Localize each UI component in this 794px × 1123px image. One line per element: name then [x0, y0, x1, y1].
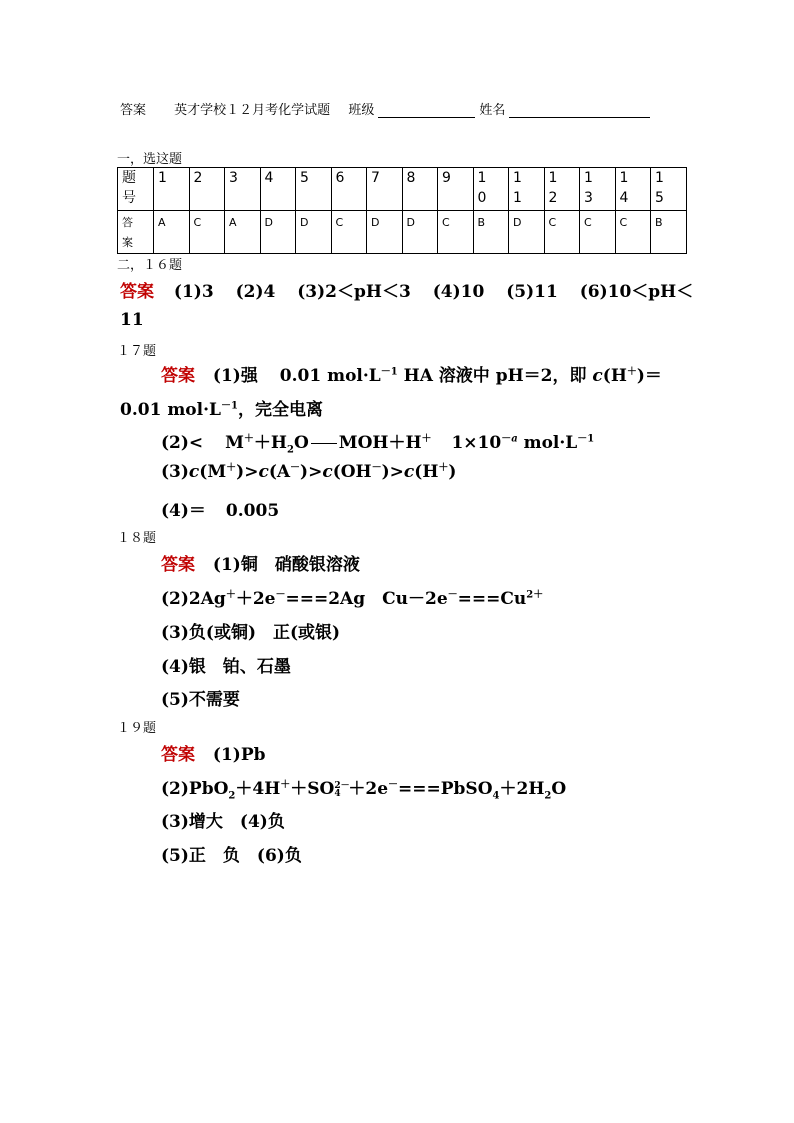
q17-line3: $(2)< M^++H_2O$ MOH＋H＋ $1\times 10^{-a}$ $mol\cdot L^{-1}$ — [161, 433, 595, 456]
q18-line4: (4)银 铂、石墨 — [161, 657, 291, 677]
reversible-arrow-icon — [311, 443, 337, 444]
name-label: 姓名 — [479, 103, 506, 118]
class-label: 班级 — [348, 103, 375, 118]
table-cell: 1 4 — [615, 168, 651, 211]
table-cell: C — [189, 211, 225, 254]
q19-line4: (5)正 负 (6)负 — [161, 846, 302, 866]
table-cell: 9 — [438, 168, 474, 211]
q16-title: 二，１６题 — [117, 258, 183, 273]
exam-title: 英才学校１２月考化学试题 — [174, 103, 331, 118]
table-cell: D — [509, 211, 545, 254]
table-cell: C — [544, 211, 580, 254]
page-header — [120, 99, 654, 118]
q17-title: １７题 — [117, 344, 157, 359]
answer-label: 答案 — [120, 103, 147, 118]
name-field[interactable] — [509, 103, 650, 118]
table-cell: C — [438, 211, 474, 254]
table-cell: 1 2 — [544, 168, 580, 211]
answer-label: 答案 — [161, 555, 195, 575]
answer-label: 答案 — [161, 366, 195, 386]
table-cell: B — [651, 211, 687, 254]
table-cell: C — [615, 211, 651, 254]
table-cell: B — [473, 211, 509, 254]
table-cell: 6 — [331, 168, 367, 211]
table-cell: 4 — [260, 168, 296, 211]
q17-line2: 0.01 $mol\cdot L^{-1}$，完全电离 — [120, 400, 323, 420]
q16-answer-line: 答案 (1)3 (2)4 (3)2＜pH＜3 (4)10 (5)11 (6)10＜pH＜ — [120, 282, 694, 302]
q19-line1: 答案 (1)Pb — [161, 745, 266, 765]
q18-line1: 答案 (1)铜 硝酸银溶液 — [161, 555, 360, 575]
q17-line5: (4)＝ 0.005 — [161, 501, 280, 521]
answer-label: 答案 — [161, 745, 195, 765]
table-cell: 1 1 — [509, 168, 545, 211]
row-label-number: 题 号 — [118, 168, 154, 211]
q18-line3: (3)负(或铜) 正(或银) — [161, 623, 341, 643]
table-cell: D — [260, 211, 296, 254]
table-cell: D — [296, 211, 332, 254]
table-row — [118, 211, 687, 254]
table-row — [118, 168, 687, 211]
table-cell: D — [367, 211, 403, 254]
class-field[interactable] — [378, 103, 475, 118]
table-cell: 1 0 — [473, 168, 509, 211]
answer-table — [117, 167, 687, 254]
table-cell: C — [580, 211, 616, 254]
q19-title: １９题 — [117, 721, 157, 736]
q18-title: １８题 — [117, 531, 157, 546]
q19-line2: (2)PbO$_2$＋4H＋＋SO 2－ 4 $+2e^-===PbSO_4+2H_2O$ — [161, 779, 567, 802]
row-label-answer: 答 案 — [118, 211, 154, 254]
q18-line2: (2)2Ag＋＋2e－===2Ag $Cu-2e^-===Cu^{2+}$ — [161, 589, 544, 609]
q19-line3: (3)增大 (4)负 — [161, 812, 285, 832]
table-cell: 8 — [402, 168, 438, 211]
table-cell: A — [225, 211, 261, 254]
table-cell: A — [154, 211, 190, 254]
q17-line4: (3)c(M＋)>c(A－)>c(OH－)>c(H＋) — [161, 462, 457, 482]
table-cell: 5 — [296, 168, 332, 211]
table-cell: C — [331, 211, 367, 254]
q16-answer-cont: 11 — [120, 310, 144, 330]
table-cell: 2 — [189, 168, 225, 211]
table-cell: 7 — [367, 168, 403, 211]
table-cell: 1 — [154, 168, 190, 211]
q18-line5: (5)不需要 — [161, 690, 240, 710]
table-cell: D — [402, 211, 438, 254]
table-cell: 3 — [225, 168, 261, 211]
section1-title: 一，选这题 — [117, 152, 183, 167]
q17-line1: 答案 (1)强 0.01 $mol\cdot L^{-1}$ HA 溶液中 pH＝2，即 c(H＋)＝ — [161, 366, 662, 386]
table-cell: 1 3 — [580, 168, 616, 211]
answer-label: 答案 — [120, 282, 154, 302]
table-cell: 1 5 — [651, 168, 687, 211]
